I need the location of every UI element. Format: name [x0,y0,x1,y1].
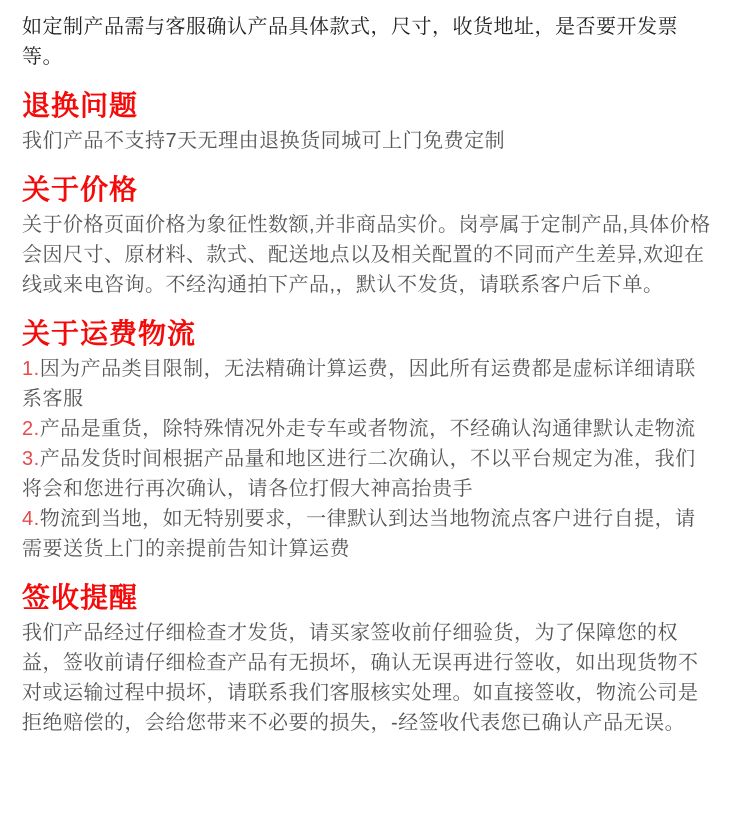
returns-heading: 退换问题 [22,90,139,121]
pricing-body-text: 关于价格页面价格为象征性数额,并非商品实价。岗亭属于定制产品,具体价格会因尺寸、原材料、款式、配送地点以及相关配置的不同而产生差异,欢迎在线或来电咨询。不经沟通拍下产品,，默认不发货，请联系客户后下单。 [22,214,711,296]
shipping-list-item [22,504,712,564]
list-item-number: 3. [22,448,40,470]
section-returns [22,90,712,156]
customization-intro-text: 如定制产品需与客服确认产品具体款式，尺寸，收货地址，是否要开发票等。 [22,16,678,68]
list-item-text: 因为产品类目限制，无法精确计算运费，因此所有运费都是虚标详细请联系客服 [22,358,696,410]
list-item-text: 产品发货时间根据产品量和地区进行二次确认，不以平台规定为准，我们将会和您进行再次确认，请各位打假大神高抬贵手 [22,448,696,500]
shipping-list-item [22,414,712,444]
list-item-number: 2. [22,418,40,440]
section-receipt-reminder [22,582,712,738]
receipt-reminder-heading: 签收提醒 [22,582,139,613]
receipt-reminder-body-text: 我们产品经过仔细检查才发货，请买家签收前仔细验货，为了保障您的权益，签收前请仔细检查产品有无损坏，确认无误再进行签收，如出现货物不对或运输过程中损坏，请联系我们客服核实处理。如直接签收，物流公司是拒绝赔偿的，会给您带来不必要的损失，-经签收代表您已确认产品无误。 [22,622,699,734]
shipping-list-item [22,444,712,504]
section-shipping-logistics [22,318,712,564]
list-item-number: 1. [22,358,40,380]
list-item-text: 产品是重货，除特殊情况外走专车或者物流，不经确认沟通律默认走物流 [39,418,696,440]
shipping-list-item [22,354,712,414]
list-item-number: 4. [22,508,40,530]
list-item-text: 物流到当地，如无特别要求，一律默认到达当地物流点客户进行自提，请需要送货上门的亲提前告知计算运费 [22,508,696,560]
pricing-heading: 关于价格 [22,174,139,205]
shipping-heading: 关于运费物流 [22,318,197,349]
returns-body-text: 我们产品不支持7天无理由退换货同城可上门免费定制 [22,130,506,152]
section-pricing [22,174,712,300]
